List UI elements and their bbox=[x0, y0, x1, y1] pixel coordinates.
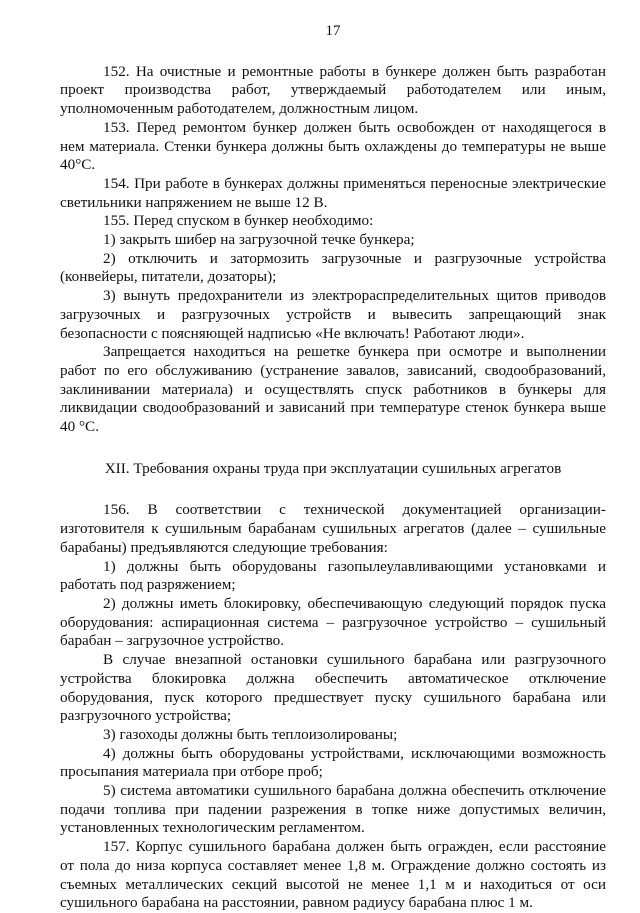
paragraph-156: 156. В соответствии с технической документацией организации-изготовителя к сушильным барабанам сушильных агрегатов (далее – сушильные барабаны) предъявляются следующие требования: bbox=[60, 501, 606, 556]
paragraph-152: 152. На очистные и ремонтные работы в бункере должен быть разработан проект производства работ, утверждаемый работодателем или иным, уполномоченным работодателем, должностным лицом. bbox=[60, 62, 606, 118]
list-item-155-3: 3) вынуть предохранители из электрораспределительных щитов приводов загрузочных и разгрузочных устройств и вывесить запрещающий знак безопасности с поясняющей надписью «Не включать! Работают люди». bbox=[60, 287, 606, 342]
list-item-155-1: 1) закрыть шибер на загрузочной течке бункера; bbox=[103, 231, 415, 249]
paragraph-153: 153. Перед ремонтом бункер должен быть освобожден от находящегося в нем материала. Стенки бункера должны быть охлаждены до температуры не выше 40°С. bbox=[60, 118, 606, 174]
list-item-155-2: 2) отключить и затормозить загрузочные и разгрузочные устройства (конвейеры, питатели, дозаторы); bbox=[60, 249, 606, 286]
list-item-156-2: 2) должны иметь блокировку, обеспечивающую следующий порядок пуска оборудования: аспирационная система – разгрузочное устройство – сушильный барабан – загрузочное устройство. bbox=[60, 594, 606, 650]
paragraph-prohibition: Запрещается находиться на решетке бункера при осмотре и выполнении работ по его обслуживанию (устранение завалов, зависаний, сводообразований, заклинивании материала) и осуществлять спуск работников в бункеры для ликвидации сводообразований и зависаний при температуре стенок бункера выше 40 °С. bbox=[60, 343, 606, 436]
list-item-156-4: 4) должны быть оборудованы устройствами, исключающими возможность просыпания материала при отборе проб; bbox=[60, 744, 606, 781]
section-heading: XII. Требования охраны труда при эксплуатации сушильных агрегатов bbox=[104, 459, 562, 477]
page-number: 17 bbox=[325, 23, 341, 39]
paragraph-154: 154. При работе в бункерах должны применяться переносные электрические светильники напряжением не выше 12 В. bbox=[60, 174, 606, 211]
list-item-156-5: 5) система автоматики сушильного барабана должна обеспечить отключение подачи топлива при падении разрежения в топке ниже допустимых величин, установленных технологическим регламентом. bbox=[60, 782, 606, 837]
paragraph-157: 157. Корпус сушильного барабана должен быть огражден, если расстояние от пола до низа корпуса составляет менее 1,8 м. Ограждение должно состоять из съемных металлических секций высотой не менее 1,1 м и находиться от оси сушильного барабана на расстоянии, равном радиусу барабана плюс 1 м. bbox=[60, 838, 606, 912]
list-item-156-3: 3) газоходы должны быть теплоизолированы; bbox=[103, 725, 398, 743]
list-item-156-1: 1) должны быть оборудованы газопылеулавливающими установками и работать под разряжением; bbox=[60, 557, 606, 594]
paragraph-156-blocking: В случае внезапной остановки сушильного барабана или разгрузочного устройства блокировка должна обеспечить автоматическое отключение оборудования, пуск которого предшествует пуску сушильного барабана или разгрузочного устройства; bbox=[60, 651, 606, 725]
paragraph-155: 155. Перед спуском в бункер необходимо: bbox=[103, 212, 374, 230]
